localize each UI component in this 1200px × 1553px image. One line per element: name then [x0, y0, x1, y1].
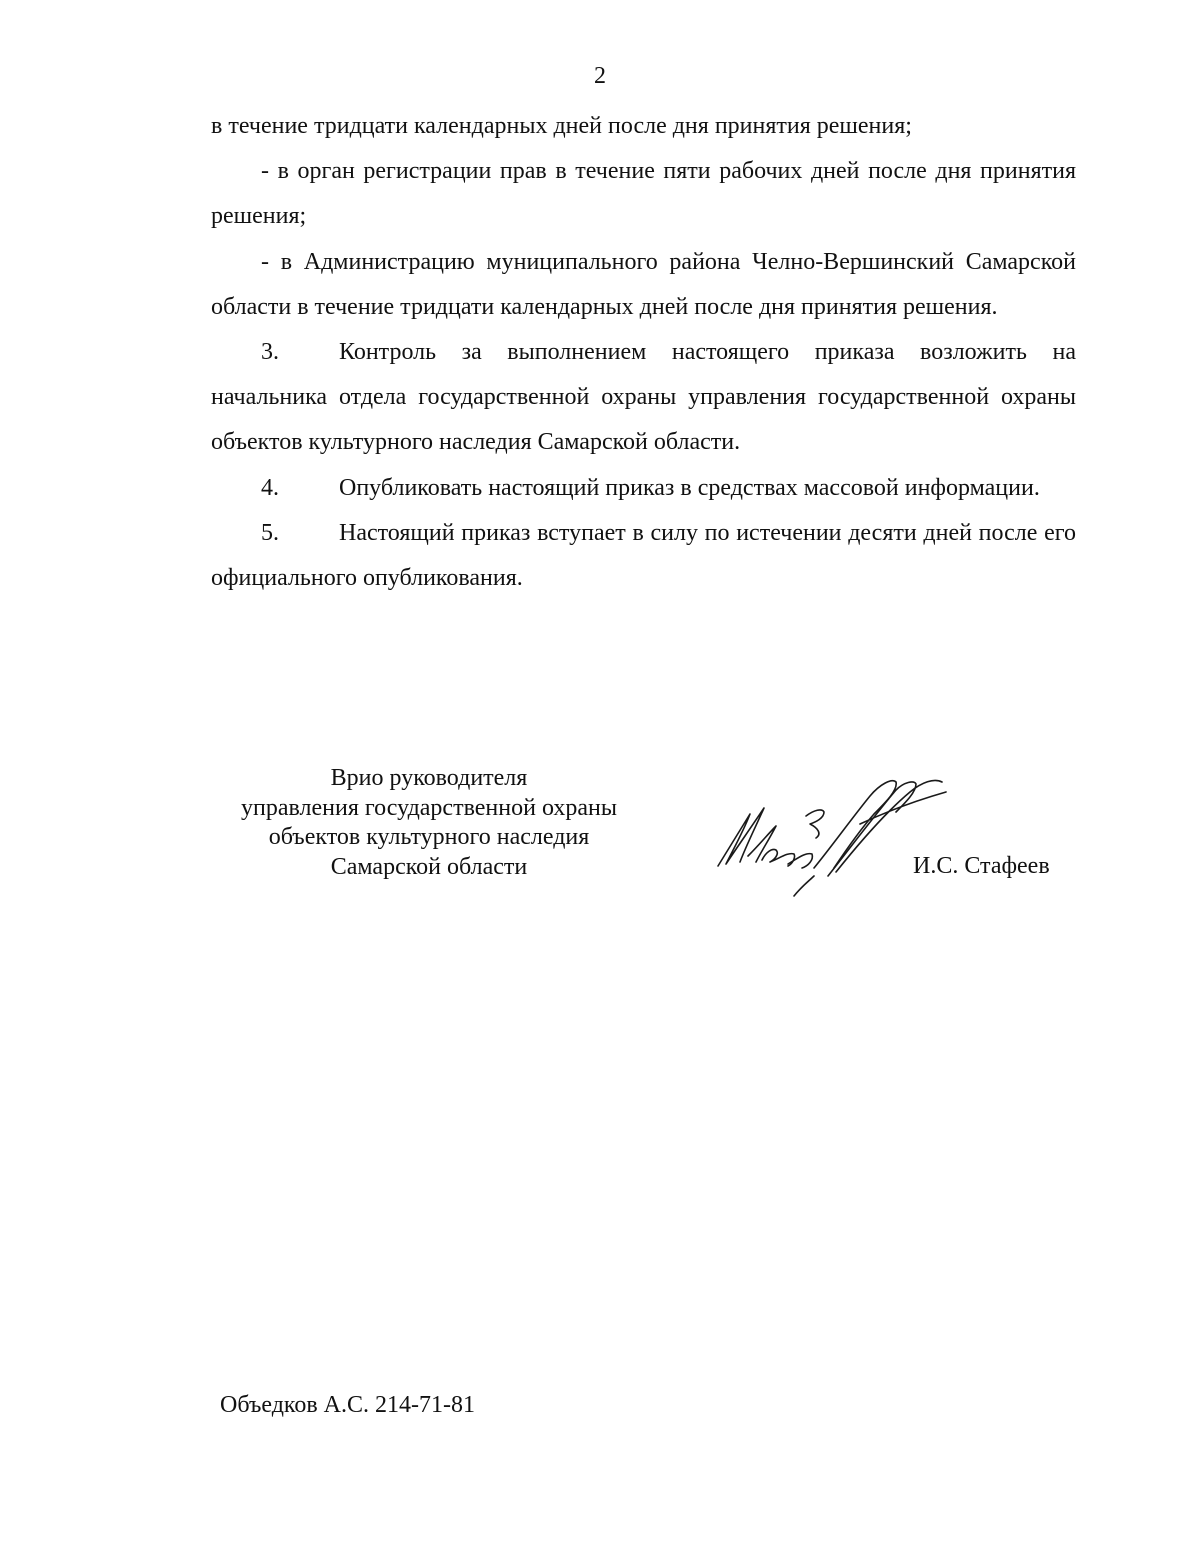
signatory-title-line: Врио руководителя [330, 765, 528, 791]
document-body [211, 104, 1076, 601]
item-5-number: 5. [261, 519, 279, 546]
item-5 [211, 511, 1076, 601]
item-3-number: 3. [261, 339, 279, 366]
signature-stroke [794, 876, 814, 896]
signatory-title-line: управления государственной охраны [241, 794, 617, 821]
paragraph-registration-authority: - в орган регистрации прав в течение пяти рабочих дней после дня принятия решения; [211, 158, 1076, 230]
signatory-title-block [211, 764, 647, 882]
executor-contact: Объедков А.С. 214-71-81 [220, 1392, 475, 1418]
paragraph-continuation: в течение тридцати календарных дней после дня принятия решения; [211, 113, 912, 139]
handwritten-signature [710, 768, 960, 903]
signatory-title-line: Самарской области [330, 853, 528, 880]
signature-stroke [806, 810, 824, 838]
page-number: 2 [594, 63, 606, 89]
item-3-text: Контроль за выполнением настоящего приказа возложить на начальника отдела государственной охраны управления государственной охраны объектов культурного наследия Самарской области. [211, 339, 1076, 456]
item-4-number: 4. [261, 474, 279, 501]
signature-stroke [788, 854, 812, 868]
signature-stroke [814, 781, 896, 868]
signatory-title-line: объектов культурного наследия [268, 824, 590, 850]
item-4-text: Опубликовать настоящий приказ в средствах массовой информации. [339, 474, 1040, 501]
paragraph-municipal-administration: - в Администрацию муниципального района Челно-Вершинский Самарской области в течение тридцати календарных дней после дня принятия решения. [211, 248, 1076, 320]
item-3 [211, 330, 1076, 466]
item-5-text: Настоящий приказ вступает в силу по истечении десяти дней после его официального опубликования. [211, 519, 1076, 592]
signature-stroke [718, 808, 764, 866]
signer-name: И.С. Стафеев [913, 853, 1050, 879]
signature-stroke [748, 826, 776, 862]
item-4 [211, 466, 1076, 511]
